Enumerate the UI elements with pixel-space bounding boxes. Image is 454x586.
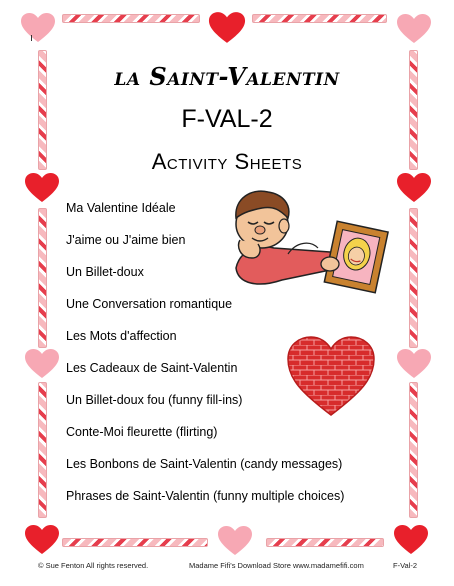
list-item: Phrases de Saint-Valentin (funny multiple choices)	[66, 489, 345, 503]
brick-heart-icon	[286, 335, 376, 417]
list-item: Ma Valentine Idéale	[66, 201, 176, 215]
list-item: J'aime ou J'aime bien	[66, 233, 186, 247]
border-right-rail-middle	[409, 208, 418, 348]
page-subtitle: Activity Sheets	[151, 149, 303, 174]
border-left-rail-lower	[38, 382, 47, 518]
heart-icon-top-center	[207, 11, 247, 45]
footer-copyright: © Sue Fenton All rights reserved.	[38, 561, 149, 570]
border-right-rail-lower	[409, 382, 418, 518]
heart-icon-top-right	[396, 13, 432, 45]
heart-icon-top-left	[20, 12, 56, 44]
border-bottom-right-rail	[266, 538, 384, 547]
lovestruck-man-illustration	[218, 184, 394, 302]
border-bottom-left-rail	[62, 538, 208, 547]
border-left-rail-middle	[38, 208, 47, 348]
product-code: F-VAL-2	[181, 105, 273, 133]
heart-icon-bottom-right	[392, 524, 430, 556]
list-item: Une Conversation romantique	[66, 297, 233, 311]
border-top-left-rail	[62, 14, 200, 23]
footer-store: Madame Fifi's Download Store www.madamefifi.com	[189, 561, 364, 570]
heart-icon-right-lower	[395, 348, 433, 380]
list-item: Un Billet-doux fou (funny fill-ins)	[66, 393, 243, 407]
heart-icon-left-lower	[23, 348, 61, 380]
list-item: Les Cadeaux de Saint-Valentin	[66, 361, 238, 375]
heart-icon-right-middle	[395, 172, 433, 204]
heart-icon-bottom-center	[216, 525, 254, 557]
list-item: Conte-Moi fleurette (flirting)	[66, 425, 218, 439]
border-top-right-rail	[252, 14, 387, 23]
list-item: Les Mots d'affection	[66, 329, 177, 343]
page-mark	[31, 35, 32, 41]
footer-code: F-Val-2	[393, 561, 418, 570]
heart-icon-left-middle	[23, 172, 61, 204]
list-item: Les Bonbons de Saint-Valentin (candy messages)	[66, 457, 343, 471]
heart-icon-bottom-left	[23, 524, 61, 556]
page-title: la Saint-Valentin	[114, 62, 340, 91]
list-item: Un Billet-doux	[66, 265, 144, 279]
